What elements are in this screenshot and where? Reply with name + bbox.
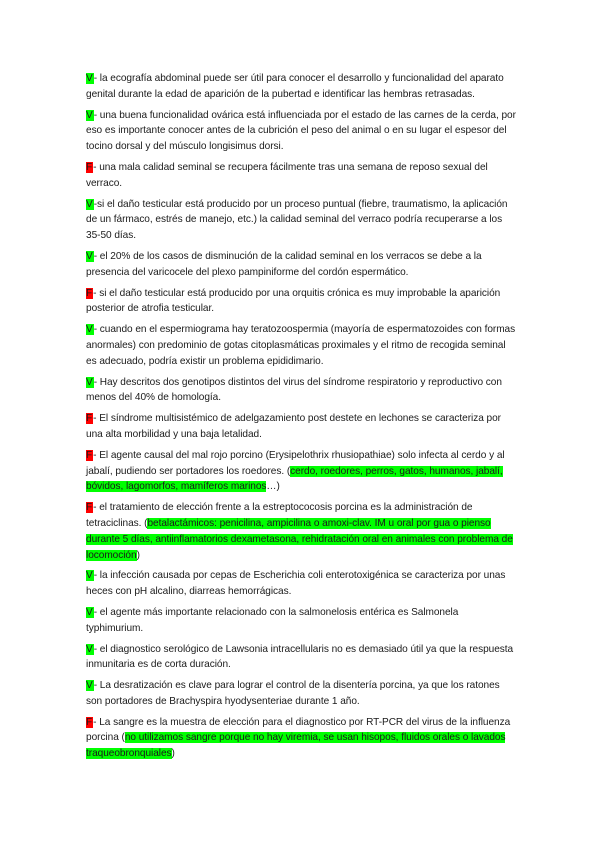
list-item xyxy=(86,286,516,318)
list-item xyxy=(86,375,516,407)
list-item xyxy=(86,108,516,155)
item-text: - si el daño testicular está producido por una orquitis crónica es muy improbable la aparición posterior de atrofia testicular. xyxy=(86,287,501,315)
item-text: - cuando en el espermiograma hay teratozoospermia (mayoría de espermatozoides con formas anormales) con predominio de gotas citoplasmáticas proximales y el ritmo de recogida seminal es adecuado, podría existir un problema epididimario. xyxy=(86,324,516,367)
list-item xyxy=(86,568,516,600)
item-text: - el diagnostico serológico de Lawsonia intracellularis no es demasiado útil ya que la respuesta inmunitaria es de corta duración. xyxy=(86,643,514,671)
list-item xyxy=(86,411,516,443)
item-text: - el 20% de los casos de disminución de la calidad seminal en los verracos se debe a la presencia del varicocele del plexo pampiniforme del cordón espermático. xyxy=(86,250,482,278)
list-item xyxy=(86,160,516,192)
item-text: - Hay descritos dos genotipos distintos del virus del síndrome respiratorio y reproductivo con menos del 40% de homología. xyxy=(86,376,502,404)
true-marker: V xyxy=(86,606,93,618)
item-text: - La desratización es clave para lograr el control de la disentería porcina, ya que los ratones son portadores de Brachyspira hyodysenteriae durante 1 año. xyxy=(86,680,500,707)
list-item xyxy=(86,642,516,674)
list-item xyxy=(86,715,516,762)
false-marker: F xyxy=(86,413,93,425)
note-close-paren: …) xyxy=(266,481,280,493)
list-item xyxy=(86,197,516,244)
item-text: - una buena funcionalidad ovárica está influenciada por el estado de las carnes de la cerda, por eso es importante conocer antes de la cubrición el peso del animal o en su lugar el espesor del tocino dorsal y del músculo longisimus dorsi. xyxy=(86,109,516,153)
false-marker: F xyxy=(86,716,93,728)
list-item xyxy=(86,500,516,563)
note-open-paren: ( xyxy=(144,517,148,529)
true-marker: V xyxy=(86,73,93,84)
list-item xyxy=(86,249,516,281)
false-marker: F xyxy=(86,287,93,299)
list-item xyxy=(86,448,516,495)
true-marker: V xyxy=(86,376,93,388)
false-marker: F xyxy=(86,449,93,461)
note-open-paren: ( xyxy=(286,465,291,477)
item-text: - La sangre es la muestra de elección para el diagnostico por RT-PCR del virus de la influenza porcina xyxy=(86,716,511,744)
list-item xyxy=(86,678,516,710)
false-marker: F xyxy=(86,161,93,173)
true-marker: V xyxy=(86,570,93,582)
item-text: -si el daño testicular está producido por un proceso puntual (fiebre, traumatismo, la aplicación de un fármaco, estrés de manejo, etc.) la calidad seminal del verraco podría recuperarse a los 35-50 días. xyxy=(86,198,508,242)
highlighted-note: no utilizamos sangre porque no hay viremia, se usan hisopos, fluidos orales o lavados traqueobronquiales xyxy=(86,732,506,760)
true-marker: V xyxy=(86,324,93,336)
item-text: - la infección causada por cepas de Escherichia coli enterotoxigénica se caracteriza por unas heces con pH alcalino, diarreas hemorrágicas. xyxy=(86,570,506,598)
list-item xyxy=(86,71,516,103)
item-text: - la ecografía abdominal puede ser útil para conocer el desarrollo y funcionalidad del aparato genital durante la edad de aparición de la pubertad e identificar las hembras retrasadas. xyxy=(86,73,504,100)
note-close-paren: ) xyxy=(171,748,175,760)
true-marker: V xyxy=(86,680,93,692)
item-text: - El síndrome multisistémico de adelgazamiento post destete en lechones se caracteriza por una alta morbilidad y una baja letalidad. xyxy=(86,413,501,440)
document-page xyxy=(86,71,516,767)
item-text: - una mala calidad seminal se recupera fácilmente tras una semana de reposo sexual del verraco. xyxy=(86,161,488,189)
item-text: - el agente más importante relacionado con la salmonelosis entérica es Salmonela typhimurium. xyxy=(86,606,459,634)
true-marker: V xyxy=(86,643,93,655)
item-text: - el tratamiento de elección frente a la estreptococosis porcina es la administración de tetraciclinas. xyxy=(86,502,473,529)
highlighted-note: cerdo, roedores, perros, gatos, humanos, jabalí, bóvidos, lagomorfos, mamíferos marinos xyxy=(86,465,503,493)
true-marker: V xyxy=(86,250,93,262)
item-text: - El agente causal del mal rojo porcino (Erysipelothrix rhusiopathiae) solo infecta al cerdo y al jabalí, pudiendo ser portadores los roedores. xyxy=(86,449,505,477)
note-open-paren: ( xyxy=(121,732,125,744)
highlighted-note: betalactámicos: penicilina, ampicilina o amoxi-clav. IM u oral por gua o pienso durante 5 días, antiinflamatorios dexametasona, rehidratación oral en animales con problema de locomoción xyxy=(86,517,513,561)
false-marker: F xyxy=(86,502,93,514)
true-marker: V xyxy=(86,198,93,210)
list-item xyxy=(86,605,516,637)
list-item xyxy=(86,322,516,369)
true-marker: V xyxy=(86,109,93,121)
note-close-paren: ) xyxy=(136,549,140,561)
